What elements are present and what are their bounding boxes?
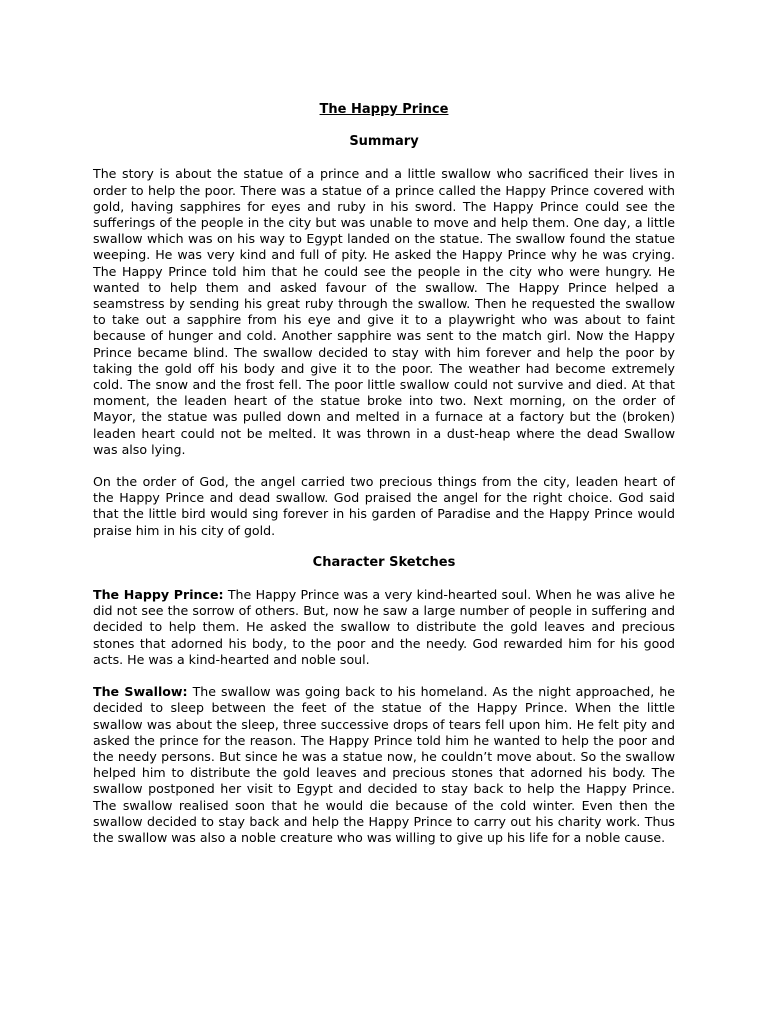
character-sketch-swallow <box>93 684 675 846</box>
summary-paragraph: The story is about the statue of a prince and a little swallow who sacrificed their lives in order to help the poor. There was a statue of a prince called the Happy Prince covered with gold, having sapphires for eyes and ruby in his sword. The Happy Prince could see the sufferings of the people in the city but was unable to move and help them. One day, a little swallow which was on his way to Egypt landed on the statue. The swallow found the statue weeping. He was very kind and full of pity. He asked the Happy Prince why he was crying. The Happy Prince told him that he could see the people in the city who were hungry. He wanted to help them and asked favour of the swallow. The Happy Prince helped a seamstress by sending his great ruby through the swallow. Then he requested the swallow to take out a sapphire from his eye and give it to a playwright who was about to faint because of hunger and cold. Another sapphire was sent to the match girl. Now the Happy Prince became blind. The swallow decided to stay with him forever and help the poor by taking the gold off his body and give it to the poor. The weather had become extremely cold. The snow and the frost fell. The poor little swallow could not survive and died. At that moment, the leaden heart of the statue broke into two. Next morning, on the order of Mayor, the statue was pulled down and melted in a furnace at a factory but the (broken) leaden heart could not be melted. It was thrown in a dust-heap where the dead Swallow was also lying. <box>93 166 675 457</box>
character-description: The swallow was going back to his homeland. As the night approached, he decided to sleep between the feet of the statue of the Happy Prince. When the little swallow was about the sleep, three successive drops of tears fell upon him. He felt pity and asked the prince for the reason. The Happy Prince told him he wanted to help the poor and the needy persons. But since he was a statue now, he couldn’t move about. So the swallow helped him to distribute the gold leaves and precious stones that adorned his body. The swallow postponed her visit to Egypt and decided to stay back to help the Happy Prince. The swallow realised soon that he would die because of the cold winter. Even then the swallow decided to stay back and help the Happy Prince to carry out his charity work. Thus the swallow was also a noble creature who was willing to give up his life for a noble cause. <box>93 684 675 845</box>
character-name: The Swallow: <box>93 684 188 700</box>
character-description: The Happy Prince was a very kind-hearted soul. When he was alive he did not see the sorrow of others. But, now he saw a large number of people in suffering and decided to help them. He asked the swallow to distribute the gold leaves and precious stones that adorned his body, to the poor and the needy. God rewarded him for his good acts. He was a kind-hearted and noble soul. <box>93 587 675 667</box>
document-title: The Happy Prince <box>319 102 449 117</box>
character-sketch-happy-prince <box>93 587 675 668</box>
document-page <box>93 102 675 862</box>
character-sketches-heading: Character Sketches <box>312 554 456 570</box>
summary-heading: Summary <box>349 134 419 150</box>
character-name: The Happy Prince: <box>93 587 224 603</box>
summary-paragraph: On the order of God, the angel carried two precious things from the city, leaden heart of the Happy Prince and dead swallow. God praised the angel for the right choice. God said that the little bird would sing forever in his garden of Paradise and the Happy Prince would praise him in his city of gold. <box>93 474 675 538</box>
